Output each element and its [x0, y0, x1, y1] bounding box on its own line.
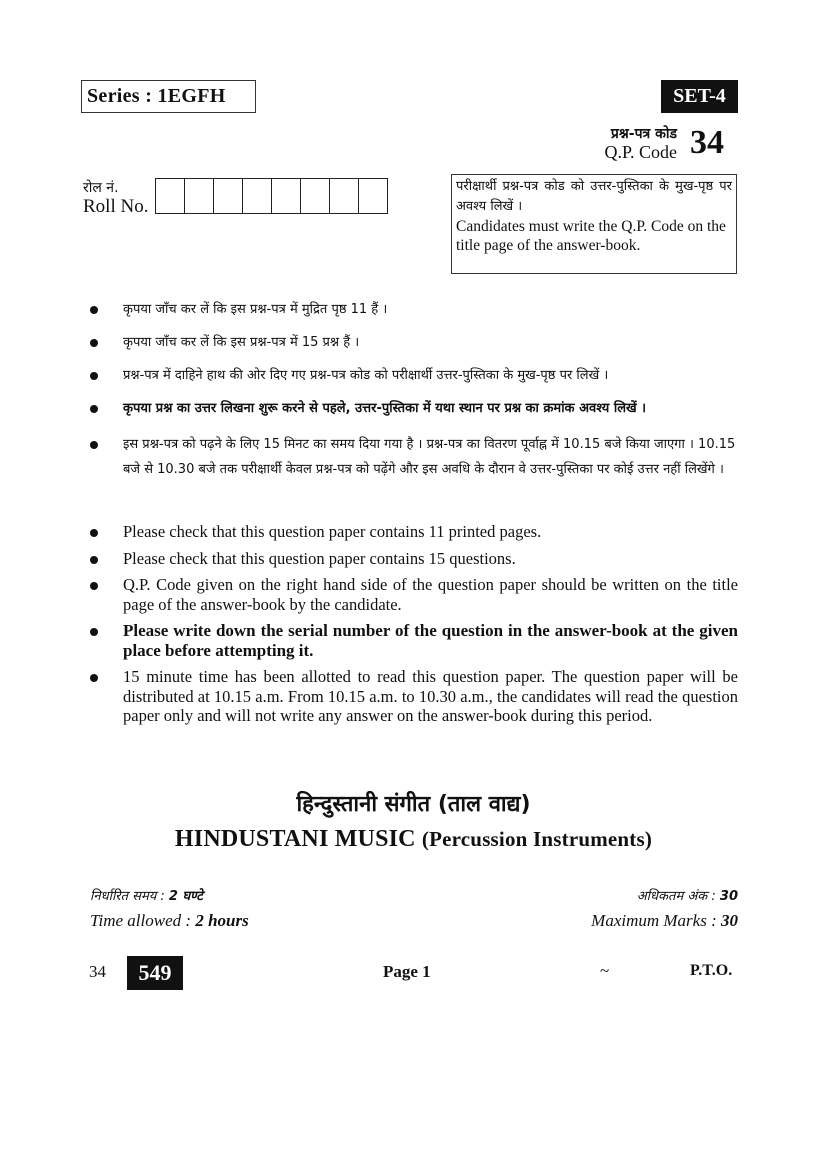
time-allowed-hindi: निर्धारित समय : 2 घण्टे — [90, 889, 203, 904]
bullet-icon — [90, 405, 98, 413]
qp-code-hindi-label: प्रश्न-पत्र कोड — [610, 126, 677, 142]
instruction-item: Please check that this question paper contains 15 questions. — [86, 549, 738, 569]
footer-code: 34 — [89, 962, 106, 981]
roll-no-digit-box[interactable] — [185, 179, 214, 213]
max-marks: Maximum Marks : 30 — [591, 911, 738, 930]
note-hindi: परीक्षार्थी प्रश्न-पत्र कोड को उत्तर-पुस्तिका के मुख-पृष्ठ पर अवश्य लिखें । — [456, 179, 732, 214]
instruction-item: कृपया जाँच कर लें कि इस प्रश्न-पत्र में मुद्रित पृष्ठ 11 हैं । — [86, 300, 738, 320]
instruction-item: Q.P. Code given on the right hand side of the question paper should be written on the title page of the answer-book by the candidate. — [86, 575, 738, 614]
roll-no-digit-box[interactable] — [272, 179, 301, 213]
roll-no-digit-box[interactable] — [156, 179, 185, 213]
bullet-icon — [90, 628, 98, 636]
bullet-icon — [90, 674, 98, 682]
instruction-item: कृपया प्रश्न का उत्तर लिखना शुरू करने से पहले, उत्तर-पुस्तिका में यथा स्थान पर प्रश्न का क्रमांक अवश्य लिखें । — [86, 399, 738, 419]
roll-no-digit-box[interactable] — [214, 179, 243, 213]
roll-no-digit-box[interactable] — [301, 179, 330, 213]
pto-label: P.T.O. — [690, 962, 733, 979]
subject-title-main: HINDUSTANI MUSIC — [174, 826, 416, 852]
instruction-item: Please check that this question paper contains 11 printed pages. — [86, 522, 738, 542]
bullet-icon — [90, 582, 98, 590]
bullet-icon — [90, 529, 98, 537]
roll-no-digit-box[interactable] — [243, 179, 272, 213]
page-number: Page 1 — [383, 962, 431, 981]
roll-no-boxes — [155, 178, 388, 214]
set-badge: SET-4 — [661, 80, 738, 113]
bullet-icon — [90, 556, 98, 564]
roll-no-label: Roll No. — [83, 196, 149, 217]
bullet-icon — [90, 306, 98, 314]
time-allowed: Time allowed : 2 hours — [90, 911, 249, 930]
roll-no-digit-box[interactable] — [359, 179, 387, 213]
footer-number-badge: 549 — [127, 956, 183, 990]
bullet-icon — [90, 372, 98, 380]
qp-code-note-box — [451, 174, 737, 274]
bullet-icon — [90, 339, 98, 347]
instruction-item: प्रश्न-पत्र में दाहिने हाथ की ओर दिए गए प्रश्न-पत्र कोड को परीक्षार्थी उत्तर-पुस्तिका के मुख-पृष्ठ पर लिखें । — [86, 366, 738, 386]
footer-tilde: ~ — [600, 961, 610, 980]
max-marks-hindi: अधिकतम अंक : 30 — [636, 889, 738, 904]
roll-no-hindi-label: रोल नं. — [83, 180, 119, 196]
series-label: Series : 1EGFH — [81, 80, 256, 113]
instruction-item: इस प्रश्न-पत्र को पढ़ने के लिए 15 मिनट का समय दिया गया है । प्रश्न-पत्र का वितरण पूर्वाह्न में 10.15 बजे किया जाएगा । 10.15 बजे से 10.30 बजे तक परीक्षार्थी केवल प्रश्न-पत्र को पढ़ेंगे और इस अवधि के दौरान वे उत्तर-पुस्तिका पर कोई उत्तर नहीं लिखेंगे । — [86, 432, 738, 482]
instructions-hindi — [86, 300, 738, 495]
qp-code-label: Q.P. Code — [604, 142, 677, 162]
roll-no-digit-box[interactable] — [330, 179, 359, 213]
subject-title-english — [0, 826, 827, 853]
instruction-item: Please write down the serial number of the question in the answer-book at the given place before attempting it. — [86, 621, 738, 660]
instruction-item: 15 minute time has been allotted to read this question paper. The question paper will be distributed at 10.15 a.m. From 10.15 a.m. to 10.30 a.m., the candidates will read the question paper only and will not write any answer on the answer-book during this period. — [86, 667, 738, 726]
subject-title-hindi: हिन्दुस्तानी संगीत (ताल वाद्य) — [296, 792, 531, 817]
note-english: Candidates must write the Q.P. Code on the title page of the answer-book. — [456, 218, 726, 254]
instructions-english — [86, 522, 738, 733]
subject-title-sub: (Percussion Instruments) — [421, 827, 653, 851]
bullet-icon — [90, 441, 98, 449]
qp-code-value: 34 — [690, 124, 724, 161]
instruction-item: कृपया जाँच कर लें कि इस प्रश्न-पत्र में 15 प्रश्न हैं । — [86, 333, 738, 353]
